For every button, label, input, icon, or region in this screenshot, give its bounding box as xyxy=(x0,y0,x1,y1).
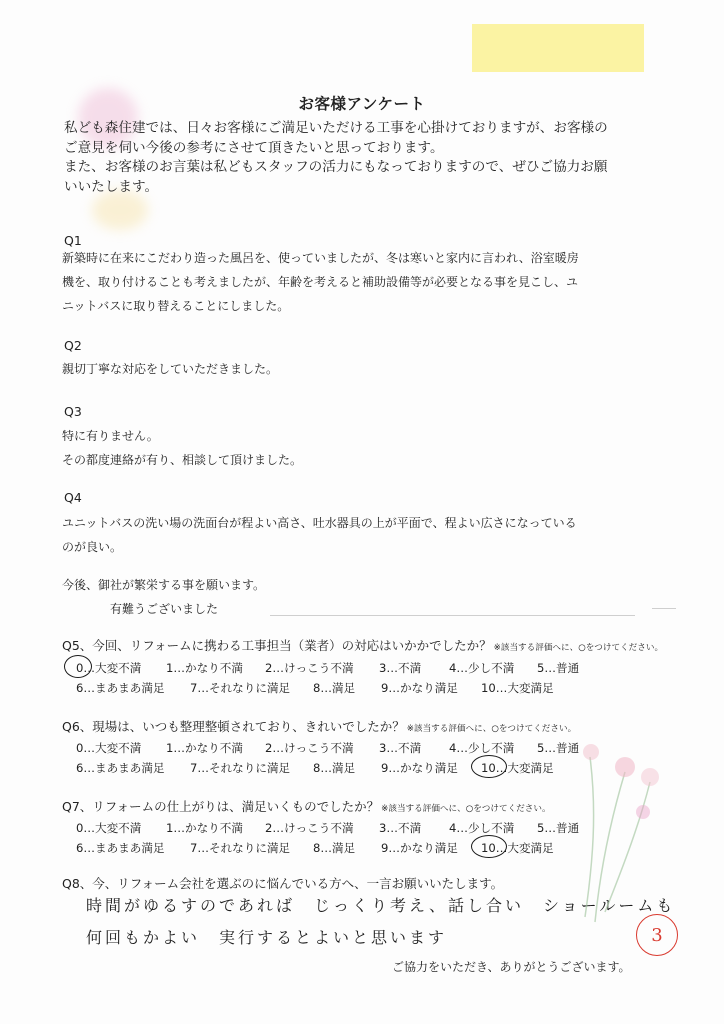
rating-option-2[interactable]: 2…けっこう不満 xyxy=(265,741,354,755)
handwritten-answer-line: 時間がゆるすのであれば じっくり考え、話し合い ショールームも xyxy=(86,896,676,915)
answer-line: ユニットバスの洗い場の洗面台が程よい高さ、吐水器具の上が平面で、程よい広さになっている xyxy=(62,516,577,530)
rating-option-5[interactable]: 5…普通 xyxy=(537,661,580,675)
rating-option-6[interactable]: 6…まあまあ満足 xyxy=(76,761,165,775)
rating-option-10[interactable]: 10…大変満足 xyxy=(481,761,554,775)
rating-option-9[interactable]: 9…かなり満足 xyxy=(381,681,458,695)
rating-option-10[interactable]: 10…大変満足 xyxy=(481,681,554,695)
answer-line: 機を、取り付けることも考えましたが、年齢を考えると補助設備等が必要となる事を見こし、ユ xyxy=(62,275,579,289)
q8-label: Q8、今、リフォーム会社を選ぶのに悩んでいる方へ、一言お願いいたします。 xyxy=(62,876,504,891)
answer-line: 新築時に在来にこだわり造った風呂を、使っていましたが、冬は寒いと家内に言われ、浴室暖房 xyxy=(62,251,579,265)
answer-line: その都度連絡が有り、相談して頂けました。 xyxy=(62,453,303,467)
closing-text xyxy=(62,573,265,621)
rating-option-0[interactable]: 0…大変不満 xyxy=(76,741,142,755)
q1-answer xyxy=(62,246,579,318)
q4-answer xyxy=(62,511,577,559)
intro-line: また、お客様のお言葉は私どもスタッフの活力にもなっておりますので、ぜひご協力お願 xyxy=(64,159,608,176)
intro-text xyxy=(64,119,674,197)
rating-option-4[interactable]: 4…少し不満 xyxy=(449,821,515,835)
q2-label: Q2 xyxy=(64,338,82,353)
rating-option-1[interactable]: 1…かなり不満 xyxy=(166,821,243,835)
q6-label: Q6、現場は、いつも整理整頓されており、きれいでしたか？ xyxy=(62,719,405,734)
rating-option-1[interactable]: 1…かなり不満 xyxy=(166,741,243,755)
rating-option-9[interactable]: 9…かなり満足 xyxy=(381,761,458,775)
q1-label: Q1 xyxy=(64,233,82,248)
selection-circle xyxy=(471,835,507,858)
rating-option-5[interactable]: 5…普通 xyxy=(537,741,580,755)
q7-header xyxy=(62,797,551,815)
divider xyxy=(270,615,635,616)
rating-option-2[interactable]: 2…けっこう不満 xyxy=(265,821,354,835)
flower-decoration-icon xyxy=(555,712,685,932)
rating-note: ※該当する評価へに、○をつけてください。 xyxy=(406,724,577,734)
score-stamp: 3 xyxy=(636,914,678,956)
intro-line: 私ども森住建では、日々お客様にご満足いただける工事を心掛けておりますが、お客様の xyxy=(64,120,608,136)
rating-note: ※該当する評価へに、○をつけてください。 xyxy=(493,643,664,653)
rating-option-4[interactable]: 4…少し不満 xyxy=(449,661,515,675)
rating-option-1[interactable]: 1…かなり不満 xyxy=(166,661,243,675)
q3-label: Q3 xyxy=(64,404,82,419)
rating-option-0[interactable]: 0…大変不満 xyxy=(76,821,142,835)
sticky-note xyxy=(472,24,644,72)
answer-line: 親切丁寧な対応をしていただきました。 xyxy=(62,362,279,376)
selection-circle xyxy=(64,655,92,678)
intro-line: ご意見を伺い今後の参考にさせて頂きたいと思っております。 xyxy=(64,139,444,156)
closing-line: 有難うございました xyxy=(62,602,219,616)
rating-option-0[interactable]: 0…大変不満 xyxy=(76,661,142,675)
rating-option-6[interactable]: 6…まあまあ満足 xyxy=(76,841,165,855)
rating-option-8[interactable]: 8…満足 xyxy=(313,761,356,775)
divider xyxy=(652,608,676,609)
rating-note: ※該当する評価へに、○をつけてください。 xyxy=(381,804,551,814)
q4-label: Q4 xyxy=(64,490,82,505)
q5-label: Q5、今回、リフォームに携わる工事担当（業者）の対応はいかかでしたか？ xyxy=(62,638,492,653)
rating-option-7[interactable]: 7…それなりに満足 xyxy=(190,761,291,775)
answer-line: 特に有りません。 xyxy=(62,429,159,443)
q7-label: Q7、リフォームの仕上がりは、満足いくものでしたか？ xyxy=(62,799,380,814)
handwritten-answer-line: 何回もかよい 実行するとよいと思います xyxy=(86,928,448,947)
q6-header xyxy=(62,717,576,735)
selection-circle xyxy=(471,755,507,778)
rating-option-8[interactable]: 8…満足 xyxy=(313,841,356,855)
rating-option-9[interactable]: 9…かなり満足 xyxy=(381,841,458,855)
rating-option-7[interactable]: 7…それなりに満足 xyxy=(190,841,291,855)
rating-option-4[interactable]: 4…少し不満 xyxy=(449,741,515,755)
rating-option-3[interactable]: 3…不満 xyxy=(379,661,422,675)
q3-answer xyxy=(62,424,302,472)
closing-line: 今後、御社が繁栄する事を願います。 xyxy=(62,578,266,592)
page-title: お客様アンケート xyxy=(298,95,426,113)
rating-option-5[interactable]: 5…普通 xyxy=(537,821,580,835)
rating-option-2[interactable]: 2…けっこう不満 xyxy=(265,661,354,675)
thanks-text: ご協力をいただき、ありがとうございます。 xyxy=(392,960,631,974)
answer-line: ニットバスに取り替えることにしました。 xyxy=(62,299,290,313)
q5-header xyxy=(62,636,663,654)
rating-option-3[interactable]: 3…不満 xyxy=(379,741,422,755)
rating-option-10[interactable]: 10…大変満足 xyxy=(481,841,554,855)
intro-line: いいたします。 xyxy=(64,178,159,195)
answer-line: のが良い。 xyxy=(62,540,123,554)
q2-answer xyxy=(62,357,278,381)
rating-option-6[interactable]: 6…まあまあ満足 xyxy=(76,681,165,695)
rating-option-7[interactable]: 7…それなりに満足 xyxy=(190,681,291,695)
rating-option-8[interactable]: 8…満足 xyxy=(313,681,356,695)
rating-option-3[interactable]: 3…不満 xyxy=(379,821,422,835)
